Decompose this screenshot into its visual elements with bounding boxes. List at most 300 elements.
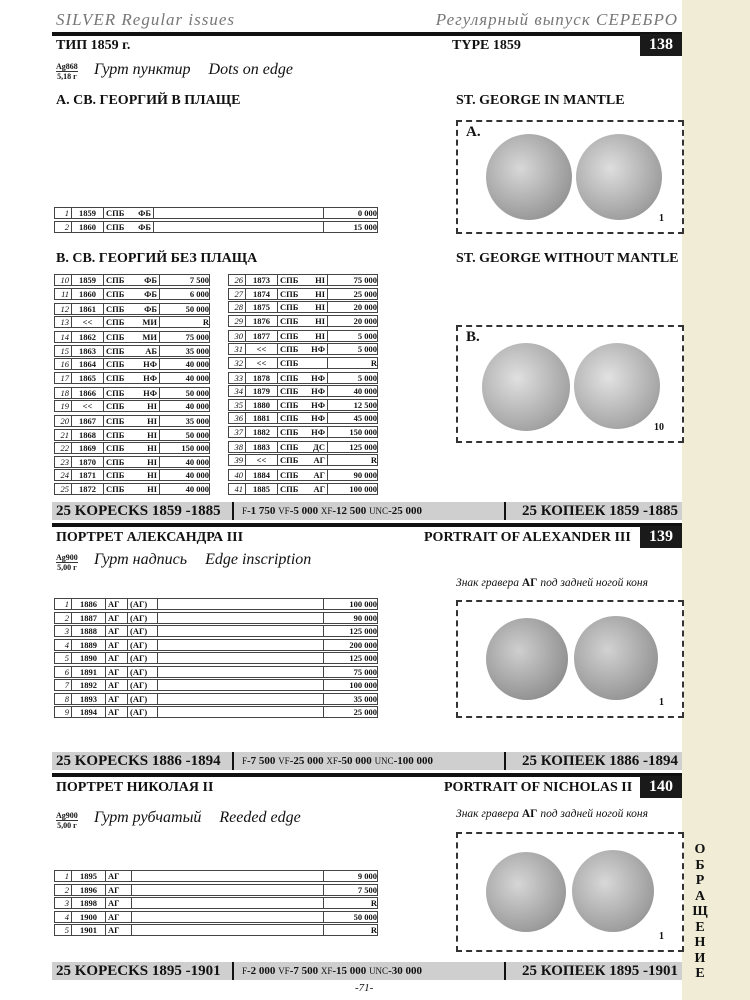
table-cell [157, 667, 323, 677]
table-cell: АГ [105, 898, 131, 908]
table-cell: АГ [313, 455, 325, 465]
table-cell: МИ [142, 332, 157, 342]
table-cell: ФБ [144, 288, 157, 299]
table-row [228, 357, 378, 369]
table-cell: 1887 [71, 613, 105, 623]
table-cell: 24 [60, 470, 69, 480]
table-row [228, 441, 378, 453]
table-cell: 34 [234, 386, 243, 396]
table-cell: 1874 [245, 289, 277, 299]
table-row [228, 315, 378, 327]
table-cell: НI [147, 456, 157, 467]
metal-info [56, 553, 78, 572]
price-table-right [228, 274, 378, 496]
table-cell: 100 000 [323, 680, 379, 690]
sidebar-letter: Е [695, 966, 705, 981]
alloy: Ag900 [56, 553, 78, 562]
coin-reverse [572, 850, 654, 932]
metal-info [56, 62, 78, 81]
table-cell: СПБ [277, 289, 301, 299]
weight: 5,18 г [57, 72, 77, 81]
table-cell: 16 [60, 359, 69, 369]
table-cell: 1 [64, 871, 69, 881]
band-title-ru: 25 КОПЕЕК 1895 -1901 [522, 963, 678, 979]
table-cell: 35 [234, 399, 243, 410]
table-cell: 1889 [71, 640, 105, 650]
table-row [54, 207, 378, 219]
table-cell: ДС [313, 441, 325, 452]
grade-value: -7 500 [289, 965, 321, 977]
table-cell: АГ [105, 694, 127, 704]
table-cell: 25 [60, 483, 69, 494]
table-cell: 31 [234, 344, 243, 354]
table-cell: НФ [311, 413, 325, 423]
grade-label: UNC [369, 966, 389, 976]
grade-value: -2 000 [247, 965, 279, 977]
table-cell: НФ [143, 359, 157, 369]
table-cell: СПБ [103, 346, 127, 356]
section-rule [52, 32, 682, 36]
table-cell: 14 [60, 332, 69, 342]
table-cell: СПБ [277, 400, 301, 410]
table-cell: 17 [60, 372, 69, 383]
coin-obverse [486, 852, 566, 932]
table-cell: R [327, 455, 379, 465]
table-cell: 11 [61, 288, 69, 299]
grade-label: XF [326, 756, 338, 766]
table-cell: 50 000 [159, 430, 211, 440]
section-number: 140 [640, 776, 682, 798]
table-cell: НФ [311, 399, 325, 410]
table-row [54, 639, 378, 651]
table-cell: 27 [234, 288, 243, 299]
metal-info [56, 811, 78, 830]
table-row [228, 469, 378, 481]
table-row [228, 343, 378, 355]
table-cell: СПБ [277, 373, 301, 383]
table-cell [157, 640, 323, 650]
table-cell [157, 680, 323, 690]
table-cell: (АГ) [127, 680, 157, 690]
table-cell: СПБ [103, 401, 127, 411]
table-row [228, 426, 378, 438]
table-cell: 1882 [245, 427, 277, 437]
sidebar-letter: И [694, 950, 706, 966]
table-cell: 40 [234, 470, 243, 480]
table-cell: 40 000 [327, 386, 379, 396]
edge-en: Dots on edge [208, 61, 293, 78]
table-cell [157, 694, 323, 704]
table-cell: 2 [64, 221, 69, 232]
band-separator [232, 752, 234, 770]
table-cell: 20 [60, 416, 69, 426]
band-title-en: 25 KOPECKS 1886 -1894 [56, 753, 221, 769]
running-header-left: SILVER Regular issues [56, 10, 236, 29]
table-row [54, 612, 378, 624]
table-cell: 1871 [71, 470, 103, 480]
table-cell: 200 000 [323, 640, 379, 650]
edge-ru: Гурт рубчатый [94, 809, 202, 826]
table-cell: СПБ [277, 413, 301, 423]
note-mark: АГ [521, 577, 538, 589]
table-cell: 40 000 [159, 359, 211, 369]
table-cell: 75 000 [327, 275, 379, 285]
table-cell: 75 000 [323, 667, 379, 677]
table-cell [157, 599, 323, 609]
note-text: Знак гравера [456, 808, 522, 820]
band-title-en: 25 KOPECKS 1895 -1901 [56, 963, 221, 979]
table-cell: НФ [311, 344, 325, 354]
table-cell: 45 000 [327, 413, 379, 423]
image-label: B. [466, 329, 480, 345]
price-table-left [54, 274, 210, 496]
coin-obverse [486, 618, 568, 700]
table-row [54, 469, 210, 481]
table-cell: СПБ [103, 430, 127, 440]
table-cell: СПБ [103, 416, 127, 426]
table-cell [131, 885, 323, 895]
subsection-title-en: ST. GEORGE IN MANTLE [456, 93, 625, 108]
image-label: A. [466, 124, 481, 140]
table-cell [131, 925, 323, 935]
table-cell: НI [147, 483, 157, 494]
table-cell: 1865 [71, 373, 103, 383]
table-cell: СПБ [277, 470, 301, 480]
table-cell: НI [147, 470, 157, 480]
table-cell: 6 [64, 666, 69, 677]
table-cell: 33 [234, 372, 243, 383]
table-cell: (АГ) [127, 613, 157, 623]
section-title-en: PORTRAIT OF NICHOLAS II [444, 780, 633, 795]
table-cell: АГ [105, 599, 127, 609]
grade-value: -12 500 [332, 505, 370, 517]
table-cell: 36 [234, 413, 243, 423]
table-cell: 40 000 [159, 484, 211, 494]
table-cell: 13 [60, 317, 69, 327]
grade-value: -7 500 [247, 755, 279, 767]
weight: 5,00 г [57, 821, 77, 830]
table-cell: 100 000 [327, 484, 379, 494]
table-cell: АГ [105, 640, 127, 650]
band-title-ru: 25 КОПЕЕК 1886 -1894 [522, 753, 678, 769]
table-cell: 18 [60, 387, 69, 398]
coin-reverse [576, 134, 662, 220]
table-row [54, 288, 210, 300]
table-cell: (АГ) [127, 694, 157, 704]
table-cell: СПБ [277, 344, 301, 354]
table-cell: 32 [234, 357, 243, 368]
table-cell: 0 000 [323, 208, 379, 218]
table-cell: 1867 [71, 416, 103, 426]
table-row [228, 385, 378, 397]
table-row [228, 372, 378, 384]
section-title-en: PORTRAIT OF ALEXANDER III [424, 530, 631, 545]
table-cell: СПБ [103, 359, 127, 369]
table-cell: (АГ) [127, 707, 157, 717]
table-cell: 35 000 [323, 694, 379, 704]
table-cell: 50 000 [323, 912, 379, 922]
table-cell: (АГ) [127, 599, 157, 609]
coin-obverse [482, 343, 570, 431]
table-cell: 1895 [71, 871, 105, 881]
table-cell: 2 [64, 612, 69, 623]
table-cell: ФБ [138, 221, 151, 232]
band-separator [504, 752, 506, 770]
table-cell: 1859 [71, 275, 103, 285]
grade-value: -25 000 [289, 755, 327, 767]
subsection-title-en: ST. GEORGE WITHOUT MANTLE [456, 251, 679, 266]
table-cell: 1893 [71, 694, 105, 704]
table-cell: 12 [60, 303, 69, 314]
table-cell: НI [147, 429, 157, 440]
table-cell: 30 [234, 330, 243, 341]
table-row [54, 316, 210, 328]
subsection-title-ru: В. СВ. ГЕОРГИЙ БЕЗ ПЛАЩА [56, 251, 258, 266]
table-row [54, 274, 210, 286]
grade-value: -30 000 [388, 965, 422, 977]
table-cell: 1898 [71, 898, 105, 908]
table-cell: 1891 [71, 667, 105, 677]
table-cell: 1863 [71, 346, 103, 356]
table-cell: 5 000 [327, 331, 379, 341]
grade-prices [242, 962, 422, 980]
table-cell: 4 [64, 911, 69, 922]
grade-value: -100 000 [393, 755, 433, 767]
section-title-ru: ПОРТРЕТ АЛЕКСАНДРА III [56, 530, 244, 545]
edge-ru: Гурт надпись [94, 551, 188, 568]
table-cell: 3 [64, 898, 69, 908]
table-cell: 1 [64, 208, 69, 218]
grade-value: -5 000 [289, 505, 321, 517]
table-row [54, 897, 378, 909]
table-cell: (АГ) [127, 626, 157, 636]
table-cell: АГ [313, 470, 325, 480]
table-row [228, 301, 378, 313]
table-cell: (АГ) [127, 640, 157, 650]
table-cell: 9 000 [323, 871, 379, 881]
table-cell: СПБ [103, 275, 127, 285]
table-cell: АГ [105, 626, 127, 636]
table-cell: << [71, 401, 103, 411]
table-row [54, 415, 210, 427]
table-cell: 1864 [71, 359, 103, 369]
table-cell: 1886 [71, 599, 105, 609]
table-cell: 41 [234, 483, 243, 494]
table-cell: 5 [64, 653, 69, 663]
table-cell: 1875 [245, 302, 277, 312]
summary-band [52, 752, 682, 770]
sidebar-letter: Р [695, 873, 705, 888]
table-cell: 20 000 [327, 302, 379, 312]
table-row [54, 693, 378, 705]
table-cell: 26 [234, 275, 243, 285]
table-row [54, 924, 378, 936]
table-row [54, 911, 378, 923]
table-cell: 1873 [245, 275, 277, 285]
table-cell: 29 [234, 315, 243, 326]
table-cell: 1862 [71, 332, 103, 342]
table-cell: (АГ) [127, 667, 157, 677]
table-cell: АГ [105, 871, 131, 881]
table-cell: 19 [60, 401, 69, 411]
coin-image-a [456, 120, 684, 234]
grade-label: UNC [374, 756, 394, 766]
table-row [54, 345, 210, 357]
grade-value: -15 000 [332, 965, 370, 977]
band-separator [232, 502, 234, 520]
table-cell: 39 [234, 455, 243, 465]
table-cell: АГ [105, 653, 127, 663]
section-title-ru: ПОРТРЕТ НИКОЛАЯ II [56, 780, 214, 795]
table-cell: 100 000 [323, 599, 379, 609]
grade-label: UNC [369, 506, 389, 516]
table-row [54, 442, 210, 454]
table-row [54, 387, 210, 399]
table-cell: 15 [60, 345, 69, 356]
table-cell: 35 000 [159, 346, 211, 356]
table-cell: НI [315, 330, 325, 341]
table-row [54, 303, 210, 315]
table-cell: НФ [143, 372, 157, 383]
table-cell: АБ [145, 345, 157, 356]
table-cell: АГ [105, 912, 131, 922]
table-cell: (АГ) [127, 653, 157, 663]
grade-label: VF [278, 966, 290, 976]
table-row [54, 429, 210, 441]
grade-value: -1 750 [247, 505, 279, 517]
note-text: Знак гравера [456, 577, 522, 589]
table-row [228, 454, 378, 466]
table-cell: СПБ [103, 388, 127, 398]
edge-en: Edge inscription [205, 551, 312, 568]
table-cell [131, 898, 323, 908]
table-cell: НI [315, 288, 325, 299]
table-cell: АГ [105, 707, 127, 717]
section-number: 138 [640, 34, 682, 56]
table-cell: НФ [311, 426, 325, 437]
table-cell: СПБ [103, 443, 127, 453]
grade-label: XF [320, 506, 333, 516]
table-row [228, 412, 378, 424]
table-cell: 1 [64, 599, 69, 609]
alloy: Ag868 [56, 62, 78, 71]
table-row [54, 372, 210, 384]
grade-label: XF [320, 966, 333, 976]
section-title-ru: ТИП 1859 г. [56, 38, 131, 53]
table-cell: СПБ [103, 484, 127, 494]
table-row [228, 399, 378, 411]
table-cell: СПБ [277, 427, 301, 437]
table-cell: 7 500 [323, 885, 379, 895]
table-cell: 40 000 [159, 373, 211, 383]
table-cell: СПБ [277, 275, 301, 285]
grade-label: VF [278, 756, 290, 766]
table-cell: 20 000 [327, 316, 379, 326]
table-cell: 1880 [245, 400, 277, 410]
table-cell: АГ [313, 483, 325, 494]
coin-reverse [574, 343, 660, 429]
table-cell: 1860 [71, 289, 103, 299]
image-count: 1 [659, 697, 664, 708]
table-cell: СПБ [277, 302, 301, 312]
table-cell [153, 208, 323, 218]
table-row [54, 456, 210, 468]
section-number: 139 [640, 526, 682, 548]
table-row [54, 706, 378, 718]
table-cell: 23 [60, 456, 69, 467]
table-cell: 1861 [71, 304, 103, 314]
weight: 5,00 г [57, 563, 77, 572]
table-cell: АГ [105, 680, 127, 690]
note-text: под задней ногой коня [537, 808, 648, 820]
table-cell: 7 500 [159, 275, 211, 285]
table-cell: 90 000 [323, 613, 379, 623]
table-cell: НI [315, 275, 325, 285]
subsection-title-ru: А. СВ. ГЕОРГИЙ В ПЛАЩЕ [56, 93, 241, 108]
table-cell: СПБ [103, 289, 127, 299]
table-cell: 21 [60, 429, 69, 440]
table-cell: << [71, 317, 103, 327]
sidebar-letter: О [694, 842, 706, 857]
alloy: Ag900 [56, 811, 78, 820]
engraver-note [456, 808, 648, 820]
table-cell: НI [147, 401, 157, 411]
running-header-right: Регулярный выпуск СЕРЕБРО [435, 10, 678, 29]
table-row [54, 598, 378, 610]
page-number: -71- [355, 982, 374, 994]
table-cell: 1877 [245, 331, 277, 341]
sidebar-letter: Е [695, 919, 705, 935]
table-cell: СПБ [277, 455, 301, 465]
table-cell: СПБ [277, 331, 301, 341]
table-cell: 50 000 [159, 388, 211, 398]
table-row [54, 666, 378, 678]
table-cell: 1860 [71, 222, 103, 232]
grade-value: -50 000 [337, 755, 375, 767]
table-cell: 1900 [71, 912, 105, 922]
edge-description [94, 61, 311, 79]
table-cell: СПБ [103, 373, 127, 383]
summary-band [52, 962, 682, 980]
table-cell: НФ [311, 372, 325, 383]
table-cell: 22 [60, 443, 69, 453]
table-cell: СПБ [103, 332, 127, 342]
table-cell: 150 000 [159, 443, 211, 453]
table-cell: 5 000 [327, 373, 379, 383]
table-cell: 28 [234, 302, 243, 312]
table-cell: СПБ [277, 442, 301, 452]
table-cell: СПБ [103, 222, 127, 232]
table-cell: 1894 [71, 707, 105, 717]
table-cell: ФБ [138, 208, 151, 218]
table-cell: 1869 [71, 443, 103, 453]
table-cell: << [245, 344, 277, 354]
table-cell: 4 [64, 639, 69, 650]
table-cell: 40 000 [159, 401, 211, 411]
table-row [228, 483, 378, 495]
table-cell: СПБ [277, 316, 301, 326]
table-cell: СПБ [277, 358, 301, 368]
table-cell: 35 000 [159, 416, 211, 426]
edge-description [94, 809, 319, 827]
coin-obverse [486, 134, 572, 220]
table-row [54, 870, 378, 882]
table-cell: 40 000 [159, 470, 211, 480]
price-table [54, 598, 378, 720]
table-cell: 1884 [245, 470, 277, 480]
table-row [228, 330, 378, 342]
grade-prices [242, 502, 422, 520]
